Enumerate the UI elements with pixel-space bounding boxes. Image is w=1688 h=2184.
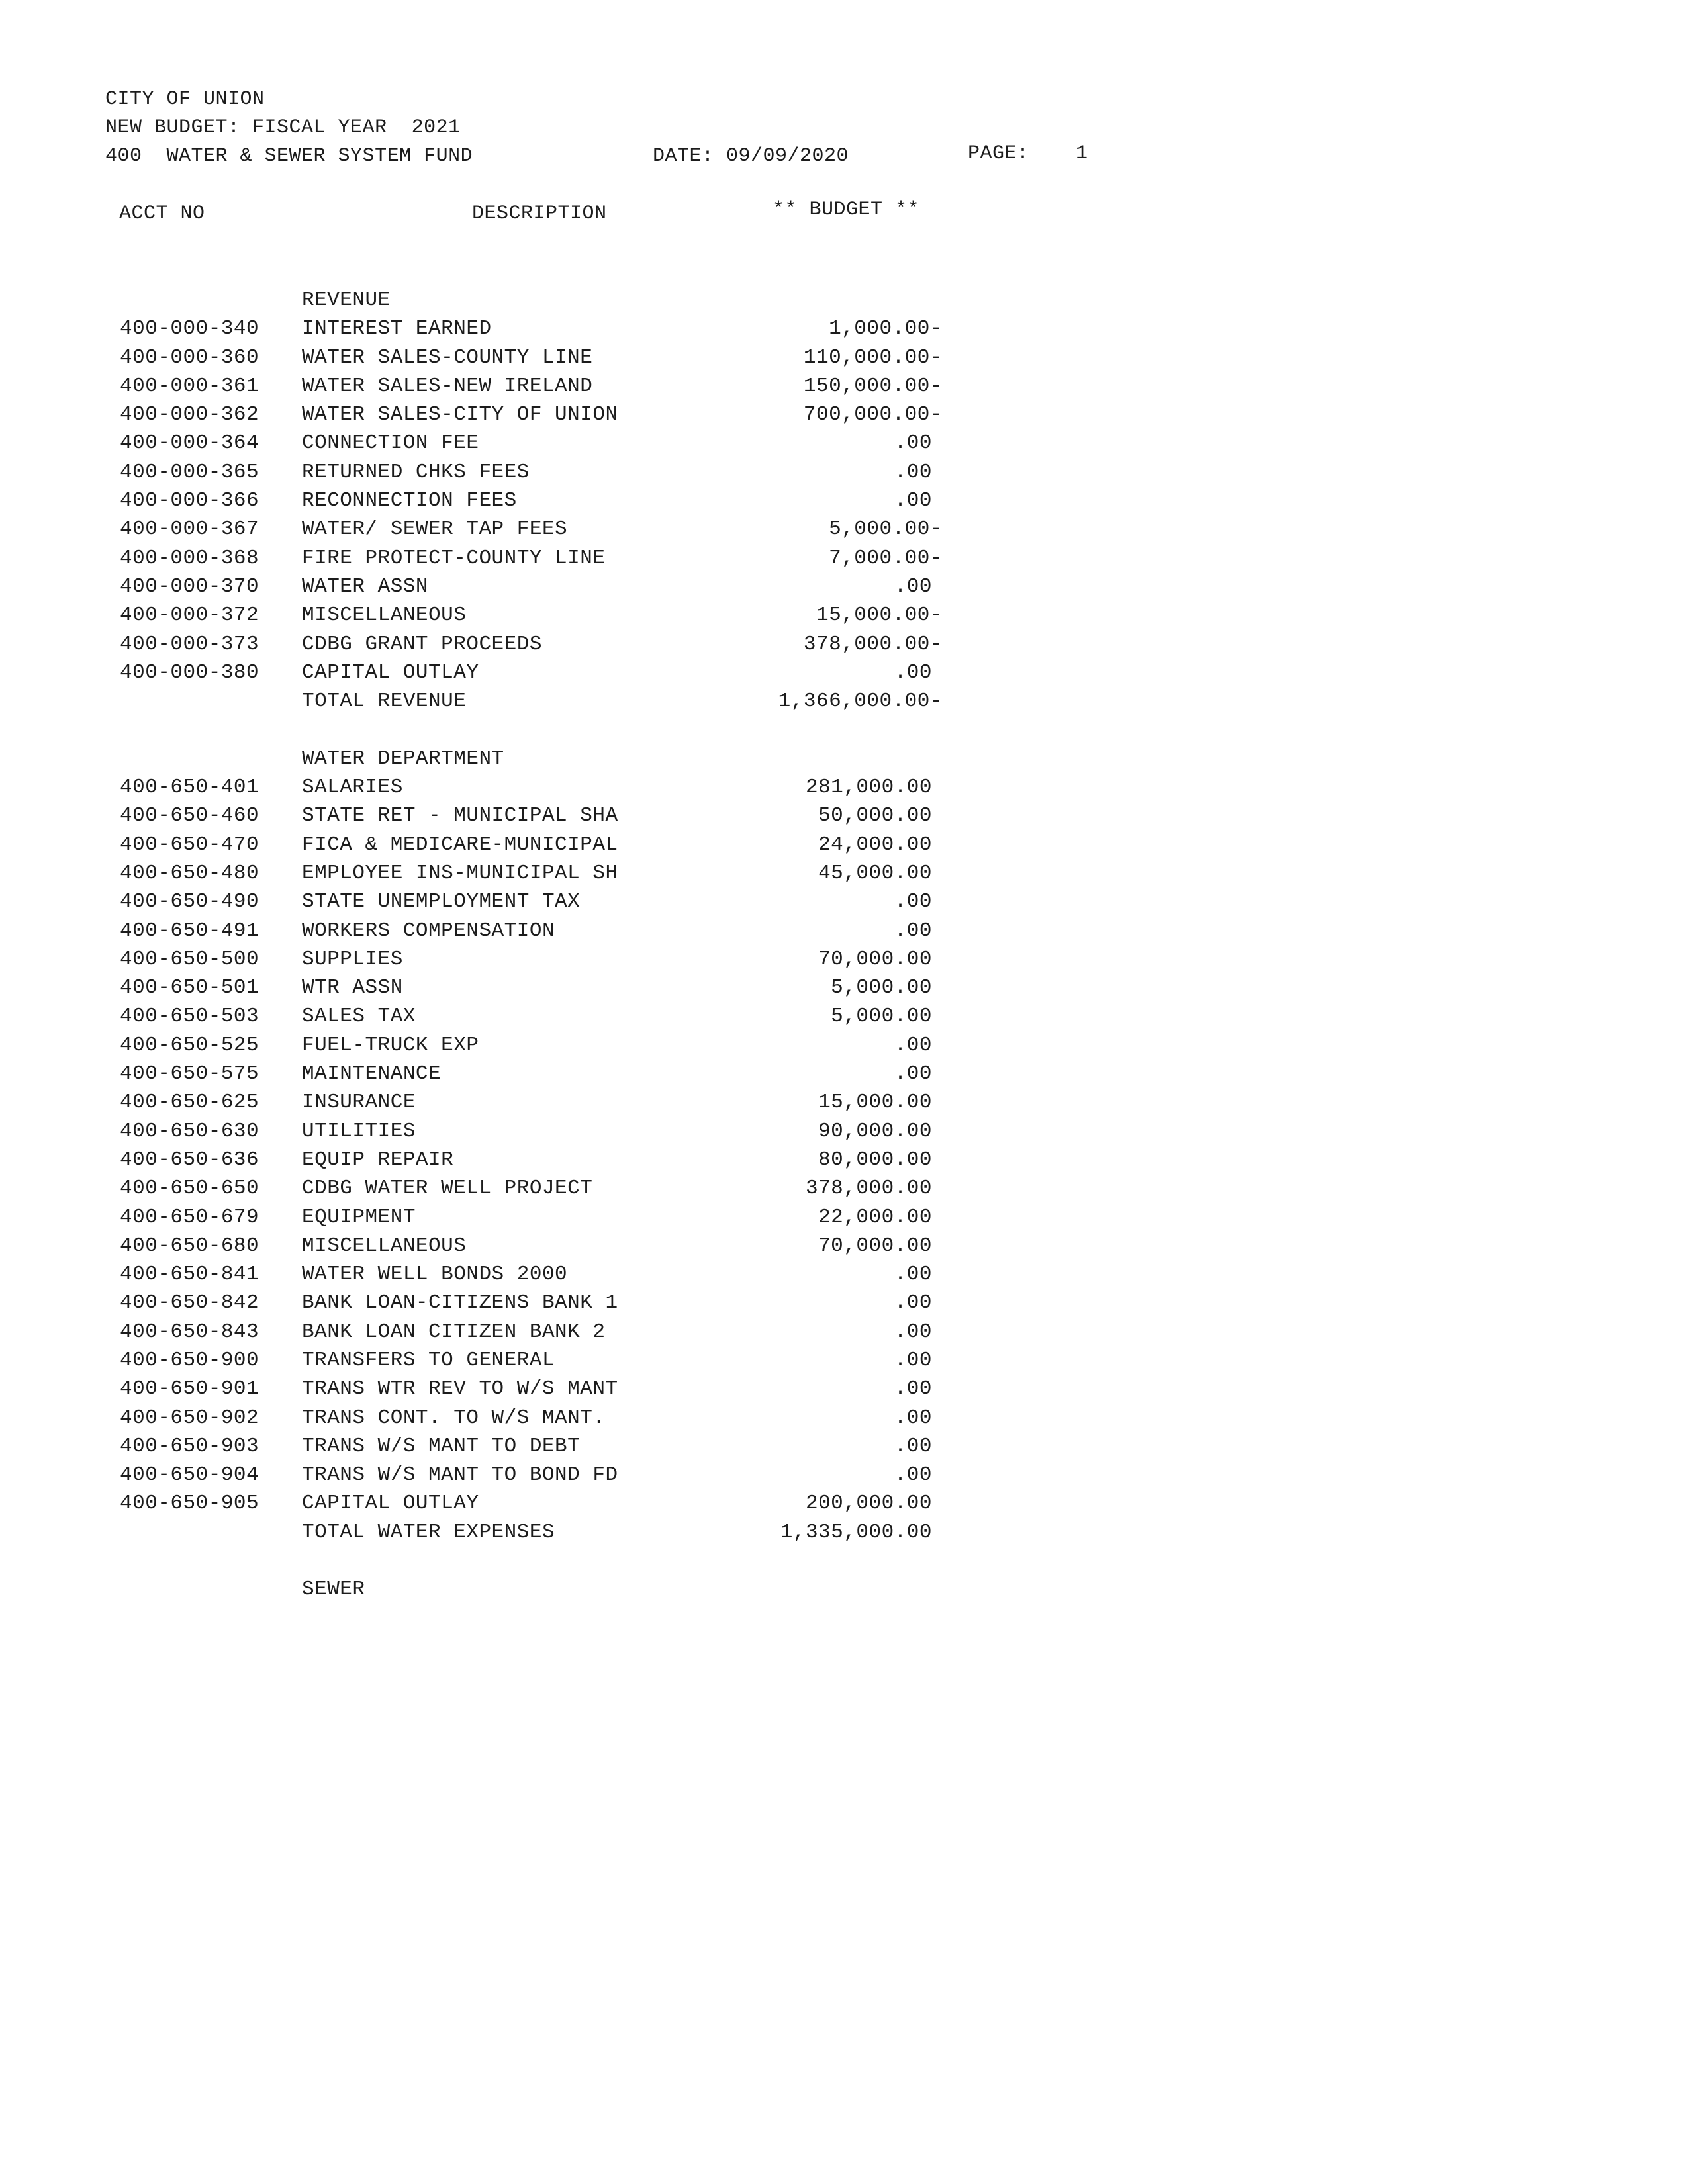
budget-amount: .00 — [894, 890, 932, 914]
table-row — [0, 544, 1688, 572]
table-row — [0, 1174, 1688, 1203]
line-description: STATE UNEMPLOYMENT TAX — [302, 890, 581, 914]
budget-amount: 70,000.00 — [818, 947, 932, 971]
table-row — [0, 1002, 1688, 1030]
line-description: WORKERS COMPENSATION — [302, 919, 555, 942]
budget-amount: 50,000.00 — [818, 804, 932, 828]
line-description: REVENUE — [302, 289, 391, 312]
table-row — [0, 1060, 1688, 1088]
table-row — [0, 1404, 1688, 1432]
budget-amount: .00 — [894, 1320, 932, 1343]
account-number: 400-000-373 — [120, 632, 259, 656]
table-row — [0, 1146, 1688, 1174]
city-name: CITY OF UNION — [105, 88, 265, 111]
account-number: 400-650-636 — [120, 1148, 259, 1171]
table-row — [0, 486, 1688, 515]
table-row — [0, 601, 1688, 629]
line-description: WTR ASSN — [302, 976, 403, 1000]
column-header-acct: ACCT NO — [119, 203, 205, 225]
budget-amount: .00 — [894, 432, 932, 455]
line-description: UTILITIES — [302, 1119, 416, 1143]
budget-amount: .00 — [894, 1263, 932, 1287]
table-row — [0, 1518, 1688, 1547]
account-number: 400-650-500 — [120, 947, 259, 971]
line-description: TOTAL WATER EXPENSES — [302, 1520, 555, 1544]
table-row — [0, 1117, 1688, 1146]
budget-amount: 45,000.00 — [818, 861, 932, 885]
line-description: WATER SALES-NEW IRELAND — [302, 374, 593, 398]
line-description: FIRE PROTECT-COUNTY LINE — [302, 546, 606, 570]
budget-amount: 7,000.00- — [829, 546, 943, 570]
account-number: 400-650-901 — [120, 1377, 259, 1401]
table-row — [0, 372, 1688, 400]
table-row — [0, 831, 1688, 859]
line-description: RECONNECTION FEES — [302, 489, 517, 513]
fund-title: 400 WATER & SEWER SYSTEM FUND — [105, 145, 473, 167]
line-description: CONNECTION FEE — [302, 432, 479, 455]
budget-amount: .00 — [894, 574, 932, 598]
budget-amount: 281,000.00 — [805, 776, 932, 799]
page-number: 1 — [1076, 142, 1088, 165]
table-row — [0, 400, 1688, 429]
budget-amount: 700,000.00- — [803, 403, 943, 427]
table-row — [0, 630, 1688, 659]
line-description: FICA & MEDICARE-MUNICIPAL — [302, 833, 618, 856]
budget-amount: 5,000.00 — [831, 1005, 932, 1028]
budget-amount: .00 — [894, 489, 932, 513]
account-number: 400-650-900 — [120, 1348, 259, 1372]
table-row — [0, 429, 1688, 457]
column-header-description: DESCRIPTION — [472, 203, 607, 225]
line-description: INSURANCE — [302, 1091, 416, 1115]
account-number: 400-650-905 — [120, 1492, 259, 1516]
table-row — [0, 1375, 1688, 1403]
account-number: 400-000-366 — [120, 489, 259, 513]
account-number: 400-650-525 — [120, 1033, 259, 1057]
budget-amount: 378,000.00 — [805, 1177, 932, 1201]
line-description: TRANS WTR REV TO W/S MANT — [302, 1377, 618, 1401]
table-row — [0, 773, 1688, 801]
budget-amount: 200,000.00 — [805, 1492, 932, 1516]
table-row — [0, 1232, 1688, 1260]
line-description: SEWER — [302, 1578, 365, 1602]
table-row — [0, 458, 1688, 486]
budget-amount: 5,000.00 — [831, 976, 932, 1000]
account-number: 400-000-368 — [120, 546, 259, 570]
table-row — [0, 715, 1688, 744]
line-description: WATER/ SEWER TAP FEES — [302, 518, 568, 541]
table-row — [0, 1318, 1688, 1346]
account-number: 400-650-501 — [120, 976, 259, 1000]
line-description: WATER DEPARTMENT — [302, 747, 504, 770]
line-description: CAPITAL OUTLAY — [302, 1492, 479, 1516]
budget-amount: .00 — [894, 1291, 932, 1315]
account-number: 400-000-380 — [120, 660, 259, 684]
account-number: 400-000-367 — [120, 518, 259, 541]
line-description: EQUIP REPAIR — [302, 1148, 454, 1171]
table-row — [0, 687, 1688, 715]
table-row — [0, 1289, 1688, 1317]
line-description: TRANSFERS TO GENERAL — [302, 1348, 555, 1372]
line-description: EMPLOYEE INS-MUNICIPAL SH — [302, 861, 618, 885]
line-description: WATER SALES-COUNTY LINE — [302, 345, 593, 369]
account-number: 400-650-841 — [120, 1263, 259, 1287]
account-number: 400-000-361 — [120, 374, 259, 398]
budget-amount: .00 — [894, 1406, 932, 1430]
line-description: TRANS W/S MANT TO BOND FD — [302, 1463, 618, 1487]
table-row — [0, 1260, 1688, 1289]
table-row — [0, 1031, 1688, 1060]
budget-amount: .00 — [894, 1033, 932, 1057]
line-description: RETURNED CHKS FEES — [302, 460, 530, 484]
budget-table — [0, 286, 1688, 1604]
table-row — [0, 515, 1688, 543]
line-description: SALARIES — [302, 776, 403, 799]
budget-amount: .00 — [894, 1434, 932, 1458]
line-description: INTEREST EARNED — [302, 317, 492, 341]
table-row — [0, 343, 1688, 372]
account-number: 400-650-503 — [120, 1005, 259, 1028]
budget-title: NEW BUDGET: FISCAL YEAR 2021 — [105, 116, 461, 139]
account-number: 400-650-902 — [120, 1406, 259, 1430]
budget-amount: 24,000.00 — [818, 833, 932, 856]
table-row — [0, 314, 1688, 343]
account-number: 400-000-360 — [120, 345, 259, 369]
budget-amount: 150,000.00- — [803, 374, 943, 398]
budget-amount: 15,000.00 — [818, 1091, 932, 1115]
line-description: SUPPLIES — [302, 947, 403, 971]
account-number: 400-650-630 — [120, 1119, 259, 1143]
table-row — [0, 1203, 1688, 1232]
line-description: TRANS CONT. TO W/S MANT. — [302, 1406, 606, 1430]
line-description: CDBG WATER WELL PROJECT — [302, 1177, 593, 1201]
account-number: 400-650-491 — [120, 919, 259, 942]
line-description: BANK LOAN CITIZEN BANK 2 — [302, 1320, 606, 1343]
budget-amount: 22,000.00 — [818, 1205, 932, 1229]
account-number: 400-000-340 — [120, 317, 259, 341]
budget-amount: .00 — [894, 1348, 932, 1372]
table-row — [0, 1547, 1688, 1575]
table-row — [0, 286, 1688, 314]
line-description: FUEL-TRUCK EXP — [302, 1033, 479, 1057]
line-description: WATER ASSN — [302, 574, 429, 598]
table-row — [0, 945, 1688, 974]
table-row — [0, 745, 1688, 773]
budget-amount: .00 — [894, 1377, 932, 1401]
account-number: 400-650-903 — [120, 1434, 259, 1458]
account-number: 400-650-650 — [120, 1177, 259, 1201]
budget-amount: 80,000.00 — [818, 1148, 932, 1171]
table-row — [0, 1461, 1688, 1489]
budget-amount: 5,000.00- — [829, 518, 943, 541]
budget-amount: .00 — [894, 460, 932, 484]
account-number: 400-650-679 — [120, 1205, 259, 1229]
column-header-budget: ** BUDGET ** — [773, 199, 920, 221]
table-row — [0, 572, 1688, 601]
account-number: 400-650-401 — [120, 776, 259, 799]
table-row — [0, 1489, 1688, 1518]
account-number: 400-650-904 — [120, 1463, 259, 1487]
budget-amount: 70,000.00 — [818, 1234, 932, 1257]
budget-amount: 15,000.00- — [816, 604, 943, 627]
table-row — [0, 1088, 1688, 1116]
line-description: MAINTENANCE — [302, 1062, 442, 1086]
account-number: 400-650-470 — [120, 833, 259, 856]
account-number: 400-650-575 — [120, 1062, 259, 1086]
line-description: CAPITAL OUTLAY — [302, 660, 479, 684]
account-number: 400-650-843 — [120, 1320, 259, 1343]
line-description: WATER WELL BONDS 2000 — [302, 1263, 568, 1287]
account-number: 400-000-362 — [120, 403, 259, 427]
line-description: SALES TAX — [302, 1005, 416, 1028]
table-row — [0, 801, 1688, 830]
budget-amount: 110,000.00- — [803, 345, 943, 369]
line-description: BANK LOAN-CITIZENS BANK 1 — [302, 1291, 618, 1315]
table-row — [0, 659, 1688, 687]
budget-amount: .00 — [894, 919, 932, 942]
table-row — [0, 887, 1688, 916]
account-number: 400-650-490 — [120, 890, 259, 914]
line-description: MISCELLANEOUS — [302, 1234, 467, 1257]
table-row — [0, 1346, 1688, 1375]
account-number: 400-650-460 — [120, 804, 259, 828]
account-number: 400-650-842 — [120, 1291, 259, 1315]
budget-amount: 1,335,000.00 — [780, 1520, 932, 1544]
line-description: TRANS W/S MANT TO DEBT — [302, 1434, 581, 1458]
account-number: 400-000-372 — [120, 604, 259, 627]
line-description: WATER SALES-CITY OF UNION — [302, 403, 618, 427]
account-number: 400-650-680 — [120, 1234, 259, 1257]
line-description: EQUIPMENT — [302, 1205, 416, 1229]
account-number: 400-000-364 — [120, 432, 259, 455]
table-row — [0, 859, 1688, 887]
account-number: 400-000-365 — [120, 460, 259, 484]
table-row — [0, 1575, 1688, 1604]
budget-amount: 1,366,000.00- — [778, 690, 943, 713]
budget-amount: 378,000.00- — [803, 632, 943, 656]
line-description: MISCELLANEOUS — [302, 604, 467, 627]
table-row — [0, 974, 1688, 1002]
account-number: 400-000-370 — [120, 574, 259, 598]
line-description: TOTAL REVENUE — [302, 690, 467, 713]
budget-amount: .00 — [894, 1463, 932, 1487]
table-row — [0, 1432, 1688, 1461]
budget-amount: 1,000.00- — [829, 317, 943, 341]
page-label: PAGE: — [968, 142, 1029, 165]
line-description: STATE RET - MUNICIPAL SHA — [302, 804, 618, 828]
line-description: CDBG GRANT PROCEEDS — [302, 632, 542, 656]
account-number: 400-650-480 — [120, 861, 259, 885]
report-date: DATE: 09/09/2020 — [653, 145, 849, 167]
account-number: 400-650-625 — [120, 1091, 259, 1115]
table-row — [0, 917, 1688, 945]
budget-amount: .00 — [894, 1062, 932, 1086]
budget-amount: .00 — [894, 660, 932, 684]
budget-amount: 90,000.00 — [818, 1119, 932, 1143]
